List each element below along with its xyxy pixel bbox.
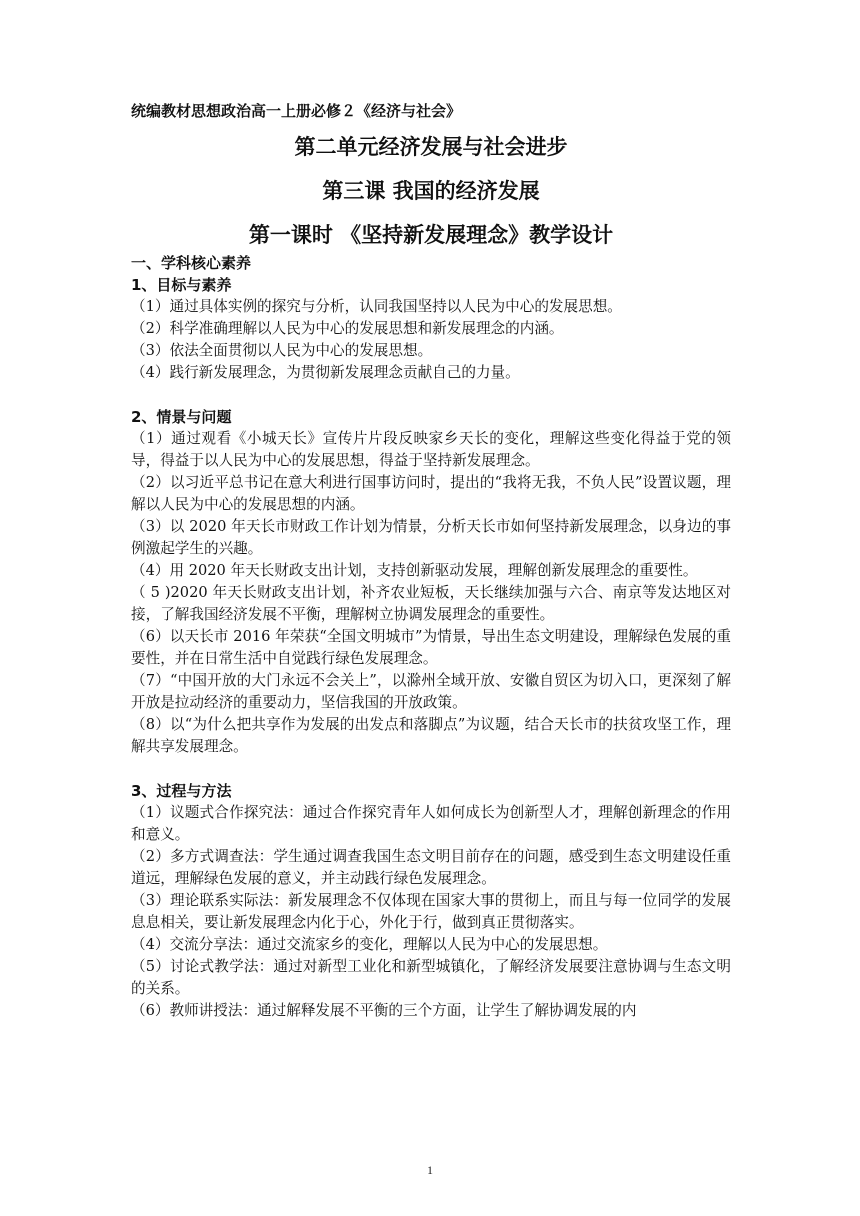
page-number: 1 (427, 1163, 433, 1177)
unit-title: 第二单元经济发展与社会进步 (294, 135, 568, 159)
goal-item: （1）通过具体实例的探究与分析，认同我国坚持以人民为中心的发展思想。 (131, 298, 622, 315)
method-item: （6）教师讲授法：通过解释发展不平衡的三个方面，让学生了解协调发展的内 (131, 1002, 637, 1019)
spacer (131, 758, 731, 780)
section-core-literacy-title: 一、学科核心素养 (131, 254, 252, 272)
scenarios-title: 2、情景与问题 (131, 408, 232, 426)
period-title: 第一课时 《坚持新发展理念》教学设计 (248, 223, 614, 247)
scenario-item: （1）通过观看《小城天长》宣传片片段反映家乡天长的变化，理解这些变化得益于党的领导，得益于以人民为中心的发展思想，得益于坚持新发展理念。 (131, 430, 731, 469)
scenario-item: （2）以习近平总书记在意大利进行国事访问时，提出的“我将无我，不负人民”设置议题，理解以人民为中心的发展思想的内涵。 (131, 474, 731, 513)
goal-item: （3）依法全面贯彻以人民为中心的发展思想。 (131, 342, 433, 359)
methods-title: 3、过程与方法 (131, 782, 232, 800)
goal-item: （2）科学准确理解以人民为中心的发展思想和新发展理念的内涵。 (131, 320, 564, 337)
document-body (131, 100, 731, 1022)
method-item: （4）交流分享法：通过交流家乡的变化，理解以人民为中心的发展思想。 (131, 936, 608, 953)
method-item: （3）理论联系实际法：新发展理念不仅体现在国家大事的贯彻上，而且与每一位同学的发展息息相关，要让新发展理念内化于心，外化于行，做到真正贯彻落实。 (131, 892, 731, 931)
spacer (131, 384, 731, 406)
scenario-item: （4）用 2020 年天长财政支出计划，支持创新驱动发展，理解创新发展理念的重要性。 (131, 562, 698, 579)
goals-title: 1、目标与素养 (131, 276, 232, 294)
method-item: （5）讨论式教学法：通过对新型工业化和新型城镇化，了解经济发展要注意协调与生态文明的关系。 (131, 958, 731, 997)
course-header: 统编教材思想政治高一上册必修２《经济与社会》 (131, 102, 462, 120)
method-item: （2）多方式调查法：学生通过调查我国生态文明目前存在的问题，感受到生态文明建设任重道远，理解绿色发展的意义，并主动践行绿色发展理念。 (131, 848, 731, 887)
scenario-item: （3）以 2020 年天长市财政工作计划为情景，分析天长市如何坚持新发展理念，以身边的事例激起学生的兴趣。 (131, 518, 731, 557)
scenario-item: （ 5 )2020 年天长财政支出计划，补齐农业短板，天长继续加强与六合、南京等发达地区对接，了解我国经济发展不平衡，理解树立协调发展理念的重要性。 (131, 584, 731, 623)
goal-item: （4）践行新发展理念，为贯彻新发展理念贡献自己的力量。 (131, 364, 520, 381)
lesson-title: 第三课 我国的经济发展 (322, 179, 540, 203)
scenario-item: （6）以天长市 2016 年荣获“全国文明城市”为情景，导出生态文明建设，理解绿色发展的重要性，并在日常生活中自觉践行绿色发展理念。 (131, 628, 731, 667)
scenario-item: （8）以“为什么把共享作为发展的出发点和落脚点”为议题，结合天长市的扶贫攻坚工作，理解共享发展理念。 (131, 716, 731, 755)
method-item: （1）议题式合作探究法：通过合作探究青年人如何成长为创新型人才，理解创新理念的作用和意义。 (131, 804, 731, 843)
scenario-item: （7）“中国开放的大门永远不会关上”，以滁州全域开放、安徽自贸区为切入口，更深刻了解开放是拉动经济的重要动力，坚信我国的开放政策。 (131, 672, 731, 711)
